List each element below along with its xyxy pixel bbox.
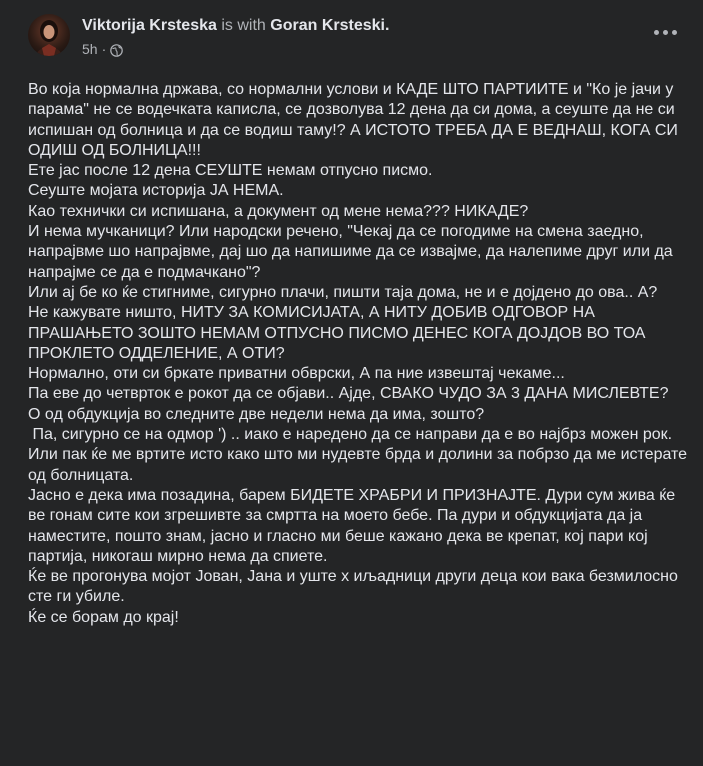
meta-separator: · [101,41,107,57]
post-body [28,80,692,628]
post-paragraph: Или пак ќе ме вртите исто како што ми нудевте брда и долини за побрзо да ме истерате од болницата. [28,446,692,484]
post-paragraph: Нормално, оти си бркате приватни обврски, А па ние извештај чекаме... [28,365,565,383]
globe-icon[interactable] [110,43,123,56]
more-options-dot [672,30,677,35]
post-header [0,0,703,70]
author-name[interactable]: Viktorija Krsteska [82,17,217,34]
tagged-person-name[interactable]: Goran Krsteski. [270,17,390,34]
author-line [82,16,389,36]
post-paragraph: Сеуште мојата историја ЈА НЕМА. [28,182,284,200]
post-meta [82,40,123,58]
more-options-dot [663,30,668,35]
more-options-button[interactable] [651,22,679,42]
with-text: is with [221,17,266,34]
post-paragraph: Као технички си испишана, а документ од мене нема??? НИКАДЕ? [28,202,529,220]
avatar-image [28,14,70,56]
author-avatar[interactable] [28,14,70,56]
post-paragraph: Ќе ве прогонува мојот Јован, Јана и уште х иљадници други деца кои вака безмилосно сте ги убиле. [28,568,683,606]
post-paragraph: Во која нормална држава, со нормални услови и КАДЕ ШТО ПАРТИИТЕ и "Ко је јачи у парама" не се водечката каписла, се дозволува 12 дена да си дома, а сеуште да не си испишан од болница и да се водиш таму!? А ИСТОТО ТРЕБА ДА Е ВЕДНАШ, КОГА СИ ОДИШ ОД БОЛНИЦА!!! [28,81,683,159]
post-paragraph: И нема мучканици? Или народски речено, "Чекај да се погодиме на смена заедно, напрајвме шо напрајвме, дај шо да напишиме да се извајме, да налепиме друг или да напрајме се да е подмачкано"? [28,223,678,281]
post-paragraph: Па еве до четврток е рокот да се објави.. Ајде, СВАКО ЧУДО ЗА 3 ДАНА МИСЛЕВТЕ? О од обдукција во следните две недели нема да има, зошто? [28,385,678,423]
post-paragraph: Па, сигурно се на одмор ') .. иако е наредено да се направи да е во најбрз можен рок. [28,426,673,444]
post-paragraph: Или ај бе ко ќе стигниме, сигурно плачи, пишти таја дома, не и е дојдено до ова.. А? [28,283,658,301]
post-paragraph: Ќе се борам до крај! [28,608,179,626]
post-paragraph: Ете јас после 12 дена СЕУШТЕ немам отпусно писмо. [28,162,433,180]
post-timestamp[interactable]: 5h [82,41,98,57]
post-paragraph: Не кажувате ништо, НИТУ ЗА КОМИСИЈАТА, А НИТУ ДОБИВ ОДГОВОР НА ПРАШАЊЕТО ЗОШТО НЕМАМ ОТПУСНО ПИСМО ДЕНЕС КОГА ДОЈДОВ ВО ТОА ПРОКЛЕТО ОДДЕЛЕНИЕ, А ОТИ? [28,304,650,362]
more-options-icon [654,30,659,35]
post-paragraph: Јасно е дека има позадина, барем БИДЕТЕ ХРАБРИ И ПРИЗНАЈТЕ. Дури сум жива ќе ве гонам сите кои згрешивте за смртта на моето бебе. Па дури и обдукцијата да ја наместите, пошто знам, јасно и гласно ми беше кажано дека ве крепат, кој пари кој партија, никогаш мирно нема да спиете. [28,486,680,565]
